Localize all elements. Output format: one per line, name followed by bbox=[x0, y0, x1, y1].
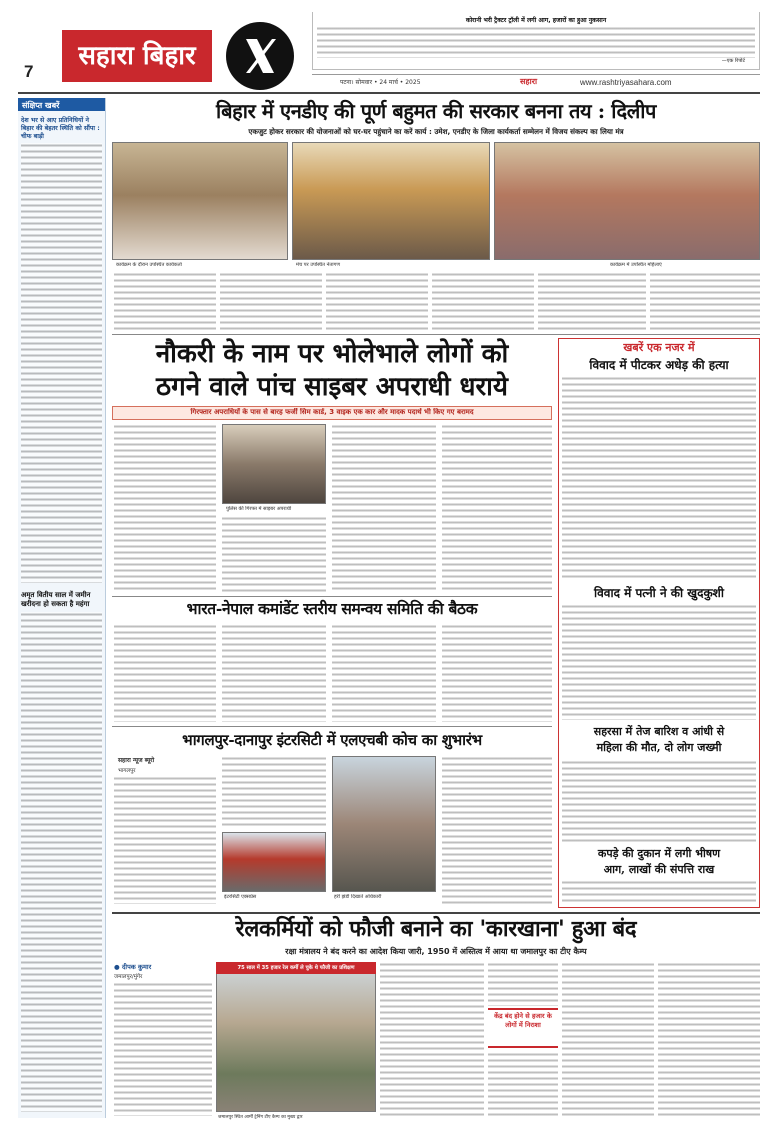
sidebar-story1-title: देश भर से आए प्रतिनिधियों ने बिहार की बेहतर स्थिति को सौंपा : चीफ बाड़ी bbox=[21, 117, 100, 140]
lead-photo-2 bbox=[292, 142, 490, 260]
bottom-photo bbox=[216, 962, 376, 1112]
right-story3-title-line2: महिला की मौत, दो लोग जख्मी bbox=[596, 741, 722, 754]
x-logo bbox=[226, 22, 294, 90]
bottom-byline bbox=[114, 962, 212, 971]
right-story4-title-line2: आग, लाखों की संपत्ति राख bbox=[603, 863, 715, 876]
fraud-headline-line1: नौकरी के नाम पर भोलेभाले लोगों को bbox=[155, 339, 509, 369]
page-number: 7 bbox=[24, 62, 34, 81]
top-story-body bbox=[317, 26, 755, 58]
bottom-photo-banner: 75 साल में 35 हजार रेल कर्मी ले चुके थे फौजी का प्रशिक्षण bbox=[216, 962, 376, 974]
bottom-pull-quote-text: केंद्र बंद होने से हजार के लोगों में निराशा bbox=[494, 1012, 552, 1029]
lead-photo-2-caption: मंच पर उपस्थित नेतागण bbox=[296, 262, 340, 268]
right-story2-title: विवाद में पत्नी ने की खुदकुशी bbox=[594, 586, 724, 600]
right-story4-body bbox=[562, 880, 756, 904]
sidebar-story4-body bbox=[21, 612, 102, 1112]
train-body-col1 bbox=[114, 776, 216, 904]
lead-body-col1 bbox=[114, 272, 216, 332]
lead-photo-3-caption: कार्यक्रम में उपस्थित महिलाएं bbox=[610, 262, 662, 268]
bottom-byline-text: दीपक कुमार bbox=[121, 963, 152, 971]
fraud-body-col1 bbox=[114, 424, 216, 592]
train-byline: सहारा न्यूज ब्यूरो bbox=[118, 757, 155, 764]
sidebar-story1-body bbox=[21, 143, 102, 583]
bottom-body-col3b bbox=[488, 1052, 558, 1116]
nepal-body-col3 bbox=[332, 624, 436, 722]
train-photo-1 bbox=[222, 832, 326, 892]
lead-subhead: एकजुट होकर सरकार की योजनाओं को घर-घर पहुंचाने का करें कार्य : उमेश, एनडीए के जिला कार्यकर्ता सम्मेलन में विजय संकल्प का लिया मंत्र bbox=[248, 127, 624, 136]
nepal-headline: भारत-नेपाल कमांडेंट स्तरीय समन्वय समिति की बैठक bbox=[186, 599, 478, 618]
bottom-body-col1 bbox=[114, 982, 212, 1116]
train-photo-2 bbox=[332, 756, 436, 892]
bottom-headline: रेलकर्मियों को फौजी बनाने का 'कारखाना' हुआ बंद bbox=[235, 916, 637, 942]
section-logo-text: सहारा बिहार bbox=[78, 41, 196, 71]
train-headline: भागलपुर-दानापुर इंटरसिटी में एलएचबी कोच का शुभारंभ bbox=[182, 731, 482, 749]
masthead-rule bbox=[312, 74, 760, 75]
train-top-rule bbox=[112, 726, 552, 727]
bottom-body-col4 bbox=[562, 962, 654, 1116]
right-story3-body bbox=[562, 760, 756, 842]
fraud-body-col3 bbox=[332, 424, 436, 592]
lead-body-col4 bbox=[432, 272, 534, 332]
fraud-body-col4 bbox=[442, 424, 552, 592]
lead-body-col3 bbox=[326, 272, 428, 332]
bottom-body-col2 bbox=[380, 962, 484, 1116]
nepal-body-col4 bbox=[442, 624, 552, 722]
top-story bbox=[312, 12, 760, 70]
lead-headline: बिहार में एनडीए की पूर्ण बहुमत की सरकार बनना तय : दिलीप bbox=[215, 99, 657, 123]
bottom-body-col3 bbox=[488, 962, 558, 1006]
right-story4-title-line1: कपड़े की दुकान में लगी भीषण bbox=[597, 847, 721, 860]
top-story-byline: —एक रिपोर्ट bbox=[721, 58, 745, 64]
lead-photo-1 bbox=[112, 142, 288, 260]
fraud-headline-line2: ठगने वाले पांच साइबर अपराधी धराये bbox=[156, 372, 508, 402]
nepal-body-col2 bbox=[222, 624, 326, 722]
fraud-photo-caption: पुलिस की गिरफ्त में साइबर अपराधी bbox=[226, 506, 292, 512]
bottom-subhead: रक्षा मंत्रालय ने बंद करने का आदेश किया जारी, 1950 में अस्तित्व में आया था जमालपुर का टीए कैम्प bbox=[285, 947, 587, 956]
nepal-body-col1 bbox=[114, 624, 216, 722]
right-story2-body bbox=[562, 604, 756, 720]
train-photo-2-caption: हरी झंडी दिखाते अधिकारी bbox=[334, 894, 382, 900]
sidebar-story4-title: अमृत वितीय साल में जमीन खरीदना हो सकता है महंगा bbox=[21, 591, 91, 608]
fraud-body-col2 bbox=[222, 516, 326, 592]
city-date: पटना। सोमवार • 24 मार्च • 2025 bbox=[340, 79, 421, 86]
lead-body-col2 bbox=[220, 272, 322, 332]
bottom-place: जमालपुर/मुंगेर bbox=[114, 974, 143, 980]
x-icon bbox=[226, 22, 294, 90]
website[interactable]: www.rashtriyasahara.com bbox=[580, 78, 672, 87]
right-story3-title-line1: सहरसा में तेज बारिश व आंधी से bbox=[593, 725, 725, 738]
train-photo-1-caption: इंटरसिटी एक्सप्रेस bbox=[224, 894, 257, 900]
fraud-subhead: गिरफ्तार अपराधियों के पास से बारह फर्जी सिम कार्ड, 3 वाइक एक कार और मादक पदार्थ भी किए गए बरामद bbox=[190, 408, 474, 416]
bottom-body-col5 bbox=[658, 962, 760, 1116]
lead-photo-3 bbox=[494, 142, 760, 260]
lead-bottom-rule bbox=[112, 334, 760, 335]
lead-body-col6 bbox=[650, 272, 760, 332]
sidebar-column bbox=[18, 98, 106, 1118]
fraud-photo bbox=[222, 424, 326, 504]
byline-bullet-icon: ● bbox=[114, 963, 122, 971]
right-box-header: खबरें एक नजर में bbox=[623, 341, 695, 354]
right-story1-body bbox=[562, 376, 756, 580]
lead-photo-1-caption: कार्यक्रम के दौरान उपस्थित कार्यकर्ता bbox=[116, 262, 182, 268]
top-story-title: कोरानी भरी ट्रैक्टर ट्रॉली में लगी आग, हजारों का हुआ नुकसान bbox=[465, 17, 607, 24]
right-story1-title: विवाद में पीटकर अधेड़ की हत्या bbox=[589, 358, 729, 372]
paper-name: सहारा bbox=[520, 76, 538, 86]
bottom-photo-caption: जमालपुर स्थित आर्मी ट्रेनिंग टीए कैम्प का मुख्य द्वार bbox=[218, 1115, 303, 1120]
train-body-col2 bbox=[222, 756, 326, 828]
sidebar-header: संक्षिप्त खबरें bbox=[18, 98, 105, 111]
masthead-bottom-rule bbox=[18, 92, 760, 94]
nepal-top-rule bbox=[112, 596, 552, 597]
train-place: भागलपुर bbox=[118, 768, 136, 774]
train-body-col3 bbox=[442, 756, 552, 904]
lead-body-col5 bbox=[538, 272, 646, 332]
